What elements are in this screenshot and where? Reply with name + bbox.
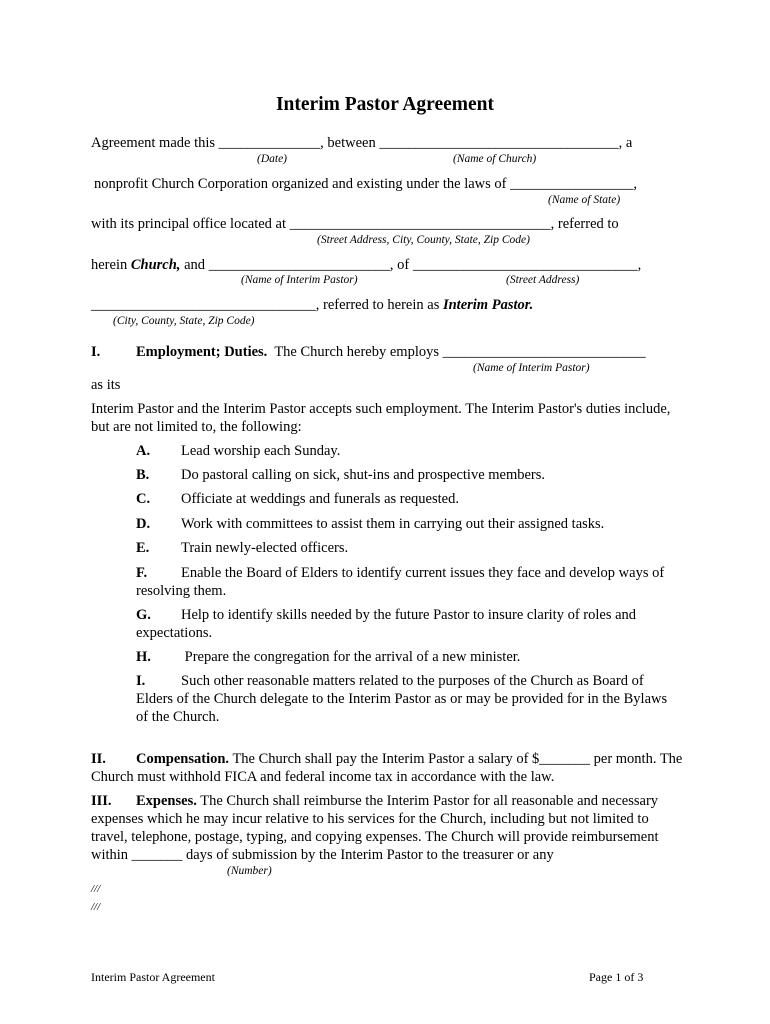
intro-line-5 <box>91 296 533 314</box>
caption-address: (Street Address, City, County, State, Zip Code) <box>317 234 530 246</box>
footer-title: Interim Pastor Agreement <box>91 970 215 984</box>
caption-church: (Name of Church) <box>453 153 537 165</box>
section-3-heading: Expenses. <box>136 793 197 809</box>
intro-line-1 <box>91 134 632 152</box>
intro-line-4-street-blank: _______________________________, <box>412 257 642 273</box>
item-text: Such other reasonable matters related to the purposes of the Church as Board of Elders of the Church delegate to the Interim Pastor as or may be provided for in the Bylaws of the Church. <box>136 673 668 725</box>
section-1-as-its: as its <box>91 377 121 393</box>
intro-line-1-date-part: Agreement made this ______________, between <box>91 135 380 151</box>
intro-line-2: nonprofit Church Corporation organized and existing under the laws of _________________, <box>94 176 637 192</box>
section-3-text: The Church shall reimburse the Interim Pastor for all reasonable and necessary expenses which he may incur relative to his services for the Church, including but not limited to travel, telephone, postage, typing, and copying expenses. The Church will provide reimbursement within _______ days of submission by the Interim Pastor to the treasurer or any <box>91 793 659 863</box>
item-letter: D. <box>136 516 151 532</box>
caption-section-1-name: (Name of Interim Pastor) <box>473 362 590 374</box>
caption-city: (City, County, State, Zip Code) <box>113 315 255 327</box>
item-text: Work with committees to assist them in carrying out their assigned tasks. <box>181 516 605 532</box>
item-letter: H. <box>136 649 151 665</box>
list-item <box>136 606 681 642</box>
interim-pastor-defined-term: Interim Pastor. <box>442 297 534 313</box>
item-text: Enable the Board of Elders to identify current issues they face and develop ways of resolving them. <box>136 565 665 599</box>
list-item <box>136 564 681 600</box>
item-text: Prepare the congregation for the arrival of a new minister. <box>181 649 521 665</box>
list-item <box>136 490 681 508</box>
item-text: Officiate at weddings and funerals as requested. <box>181 491 459 507</box>
section-3 <box>91 792 686 864</box>
item-letter: E. <box>136 540 150 556</box>
continuation-mark: /// <box>91 901 101 913</box>
intro-line-4-name-blank: and _________________________, of <box>180 257 413 273</box>
caption-state: (Name of State) <box>548 194 621 206</box>
list-item <box>136 648 681 666</box>
section-3-number: III. <box>91 793 112 809</box>
page-number: Page 1 of 3 <box>589 970 644 984</box>
intro-line-4-herein: herein <box>91 257 131 273</box>
item-letter: F. <box>136 565 148 581</box>
section-2 <box>91 750 686 786</box>
item-text: Help to identify skills needed by the future Pastor to insure clarity of roles and expectations. <box>136 607 637 641</box>
intro-line-4 <box>91 256 641 274</box>
caption-number: (Number) <box>227 865 272 877</box>
section-1-heading-line <box>91 343 646 361</box>
intro-line-1-church-part: _________________________________, a <box>379 135 633 151</box>
continuation-mark: /// <box>91 883 101 895</box>
section-2-text: The Church shall pay the Interim Pastor a salary of $_______ per month. The Church must withhold FICA and federal income tax in accordance with the law. <box>91 751 683 785</box>
section-1-body: Interim Pastor and the Interim Pastor accepts such employment. The Interim Pastor's duties include, but are not limited to, the following: <box>91 401 671 435</box>
section-2-number: II. <box>91 751 106 767</box>
item-letter: G. <box>136 607 151 623</box>
intro-line-5-text: _______________________________, referred to herein as <box>91 297 443 313</box>
item-text: Lead worship each Sunday. <box>181 443 341 459</box>
list-item <box>136 515 681 533</box>
section-1-heading: Employment; Duties. <box>136 344 268 360</box>
caption-date: (Date) <box>257 153 288 165</box>
caption-street: (Street Address) <box>506 274 580 286</box>
section-1-text: The Church hereby employs ____________________________ <box>274 344 646 360</box>
item-text: Do pastoral calling on sick, shut-ins and prospective members. <box>181 467 546 483</box>
list-item <box>136 672 681 726</box>
intro-line-3: with its principal office located at ____________________________________, referred to <box>91 216 619 232</box>
list-item <box>136 466 681 484</box>
item-letter: A. <box>136 443 151 459</box>
document-title: Interim Pastor Agreement <box>275 94 495 115</box>
item-letter: I. <box>136 673 146 689</box>
section-2-heading: Compensation. <box>136 751 230 767</box>
church-defined-term: Church, <box>130 257 181 273</box>
caption-interim-pastor: (Name of Interim Pastor) <box>241 274 358 286</box>
item-text: Train newly-elected officers. <box>181 540 349 556</box>
list-item <box>136 539 681 557</box>
section-1-number: I. <box>91 344 101 360</box>
item-letter: B. <box>136 467 150 483</box>
list-item <box>136 442 681 460</box>
item-letter: C. <box>136 491 151 507</box>
